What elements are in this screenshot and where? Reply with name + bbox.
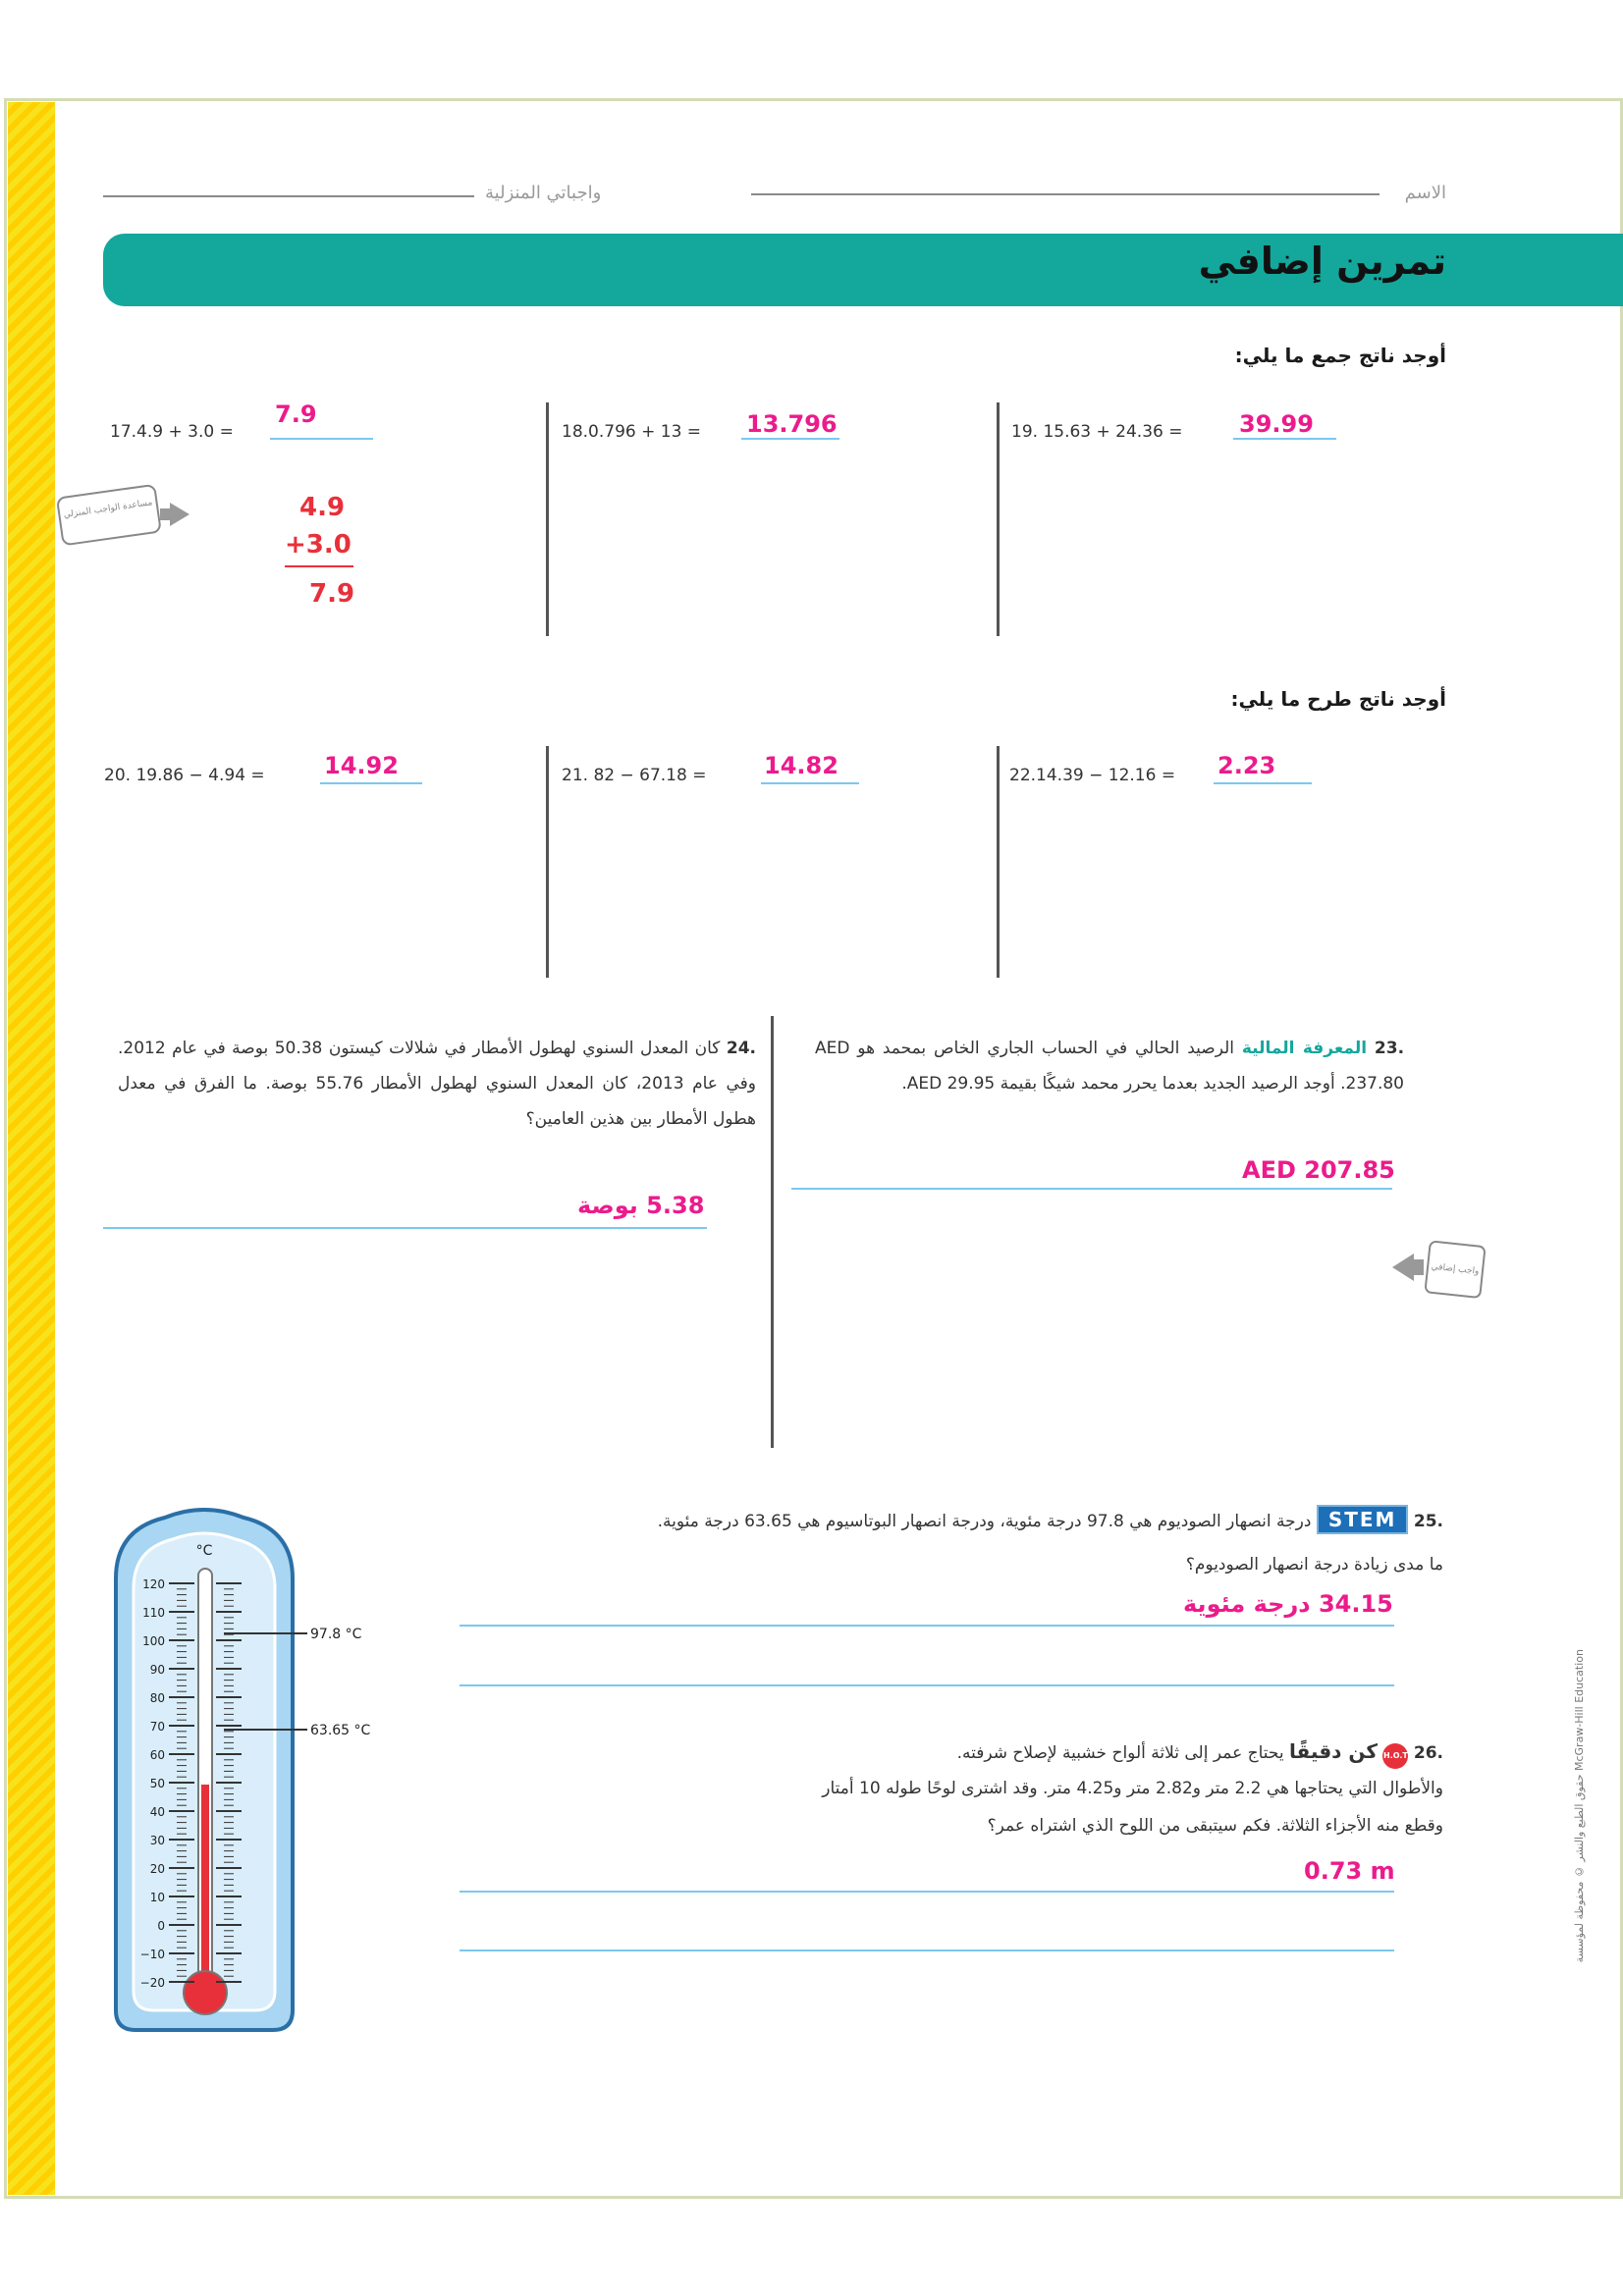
answer-line-19[interactable] (1233, 438, 1336, 440)
answer-17: 7.9 (275, 400, 317, 428)
problem-23-number: .23 (1374, 1039, 1405, 1058)
answer-line-25b[interactable] (460, 1684, 1394, 1686)
tick-label: 60 (149, 1748, 165, 1762)
subtraction-instruction: أوجد ناتج طرح ما يلي: (1230, 687, 1446, 711)
answer-line-23[interactable] (791, 1188, 1392, 1190)
thermometer-bulb (184, 1971, 227, 2014)
answer-line-21[interactable] (761, 782, 859, 784)
marker-high-label: 97.8 °C (310, 1627, 362, 1642)
problem-22: 22.14.39 − 12.16 = (1009, 766, 1176, 785)
answer-20: 14.92 (324, 752, 399, 779)
problem-21: 21. 82 − 67.18 = (562, 766, 707, 785)
sticker-left-text: مساعدة الواجب المنزلي (63, 498, 153, 520)
tick-label: 0 (157, 1919, 165, 1933)
thermometer (106, 1500, 401, 2050)
answer-line-18[interactable] (741, 438, 839, 440)
problem-23-text: الرصيد الحالي في الحساب الجاري الخاص بمحمد هو AED 237.80. أوجد الرصيد الجديد بعدما يحرر محمد شيكًا بقيمة AED 29.95. (815, 1039, 1404, 1094)
answer-18: 13.796 (746, 410, 838, 438)
problem-26-text3: وقطع منه الأجزاء الثلاثة. فكم سيتبقى من اللوح الذي اشتراه عمر؟ (987, 1816, 1443, 1836)
tick-label: 70 (149, 1720, 165, 1734)
arrow-left-icon (1392, 1254, 1424, 1281)
yellow-edge-strip (8, 102, 55, 2195)
problem-26 (403, 1734, 1443, 1771)
problem-25-text: درجة انصهار الصوديوم هي 97.8 درجة مئوية، ودرجة انصهار البوتاسيوم هي 63.65 درجة مئوية. (657, 1512, 1312, 1531)
tick-label: 90 (149, 1663, 165, 1677)
answer-26: 0.73 m (1304, 1857, 1395, 1885)
copyright-note: حقوق الطبع والنشر © محفوظة لمؤسسة McGraw-Hill Education (1573, 1649, 1586, 1963)
problem-20: 20. 19.86 − 4.94 = (104, 766, 265, 785)
homework-help-sticker[interactable] (54, 481, 201, 550)
tick-label: 100 (142, 1634, 165, 1648)
tick-label: 20 (149, 1862, 165, 1876)
answer-line-25a[interactable] (460, 1625, 1394, 1627)
answer-line-26a[interactable] (460, 1891, 1394, 1893)
answer-19: 39.99 (1239, 410, 1314, 438)
problem-26-text2: والأطوال التي يحتاجها هي 2.2 متر و2.82 متر و4.25 متر. وقد اشترى لوحًا طوله 10 أمتار (822, 1779, 1443, 1798)
problem-18: 18.0.796 + 13 = (562, 422, 702, 442)
work-line-1: 4.9 (299, 493, 346, 522)
tick-label: −10 (139, 1948, 165, 1961)
page-title: تمرين إضافي (1198, 240, 1446, 283)
arrow-right-icon (160, 503, 189, 526)
tick-label: 30 (149, 1834, 165, 1847)
extra-practice-sticker[interactable] (1384, 1232, 1492, 1310)
problem-25 (403, 1504, 1443, 1539)
column-divider (997, 402, 1000, 636)
tick-label: 50 (149, 1777, 165, 1790)
answer-23: AED 207.85 (1242, 1156, 1395, 1184)
financial-literacy-label: المعرفة المالية (1241, 1039, 1368, 1058)
answer-line-17[interactable] (270, 438, 373, 440)
sticker-right-text: واجب إضافي (1431, 1261, 1480, 1277)
column-divider (771, 1016, 774, 1448)
answer-22: 2.23 (1217, 752, 1276, 779)
answer-21: 14.82 (764, 752, 839, 779)
tick-label: 10 (149, 1891, 165, 1904)
problem-26-title: كن دقيقًا (1289, 1739, 1379, 1763)
column-divider (546, 402, 549, 636)
answer-24: 5.38 بوصة (577, 1192, 705, 1219)
problem-19: 19. 15.63 + 24.36 = (1011, 422, 1183, 442)
tick-label: 40 (149, 1805, 165, 1819)
work-sum-line (285, 565, 353, 567)
problem-23 (815, 1031, 1404, 1101)
problem-24 (118, 1031, 756, 1137)
answer-line-20[interactable] (320, 782, 422, 784)
name-line[interactable] (751, 193, 1380, 195)
tick-label: 110 (142, 1606, 165, 1620)
stem-badge: STEM (1317, 1505, 1409, 1534)
problem-17: 17.4.9 + 3.0 = (110, 422, 234, 442)
addition-instruction: أوجد ناتج جمع ما يلي: (1234, 344, 1446, 367)
tick-label: 80 (149, 1691, 165, 1705)
homework-line[interactable] (103, 195, 474, 197)
homework-label: واجباتي المنزلية (485, 183, 602, 203)
work-line-3: 7.9 (309, 579, 355, 609)
problem-24-text: كان المعدل السنوي لهطول الأمطار في شلالات كيستون 50.38 بوصة في عام 2012. وفي عام 2013، كان المعدل السنوي لهطول الأمطار 55.76 بوصة. ما الفرق في معدل هطول الأمطار بين هذين العامين؟ (118, 1039, 756, 1129)
answer-25: 34.15 درجة مئوية (1183, 1590, 1393, 1618)
column-divider (997, 746, 1000, 978)
name-label: الاسم (1404, 183, 1446, 203)
problem-25-question: ما مدى زيادة درجة انصهار الصوديوم؟ (1185, 1555, 1443, 1575)
problem-24-number: .24 (726, 1039, 757, 1058)
problem-26-text1: يحتاج عمر إلى ثلاثة ألواح خشبية لإصلاح شرفته. (956, 1743, 1284, 1763)
problem-25-number: .25 (1413, 1512, 1443, 1531)
tick-label: 120 (142, 1577, 165, 1591)
answer-line-24[interactable] (103, 1227, 707, 1229)
problem-26-number: .26 (1413, 1743, 1443, 1763)
work-line-2: +3.0 (285, 530, 352, 560)
answer-line-26b[interactable] (460, 1949, 1394, 1951)
hot-badge: H.O.T (1382, 1743, 1408, 1769)
unit-label: °C (195, 1543, 213, 1559)
marker-low-label: 63.65 °C (310, 1723, 371, 1738)
column-divider (546, 746, 549, 978)
answer-line-22[interactable] (1214, 782, 1312, 784)
tick-label: −20 (139, 1976, 165, 1990)
mercury-column (201, 1785, 209, 1991)
